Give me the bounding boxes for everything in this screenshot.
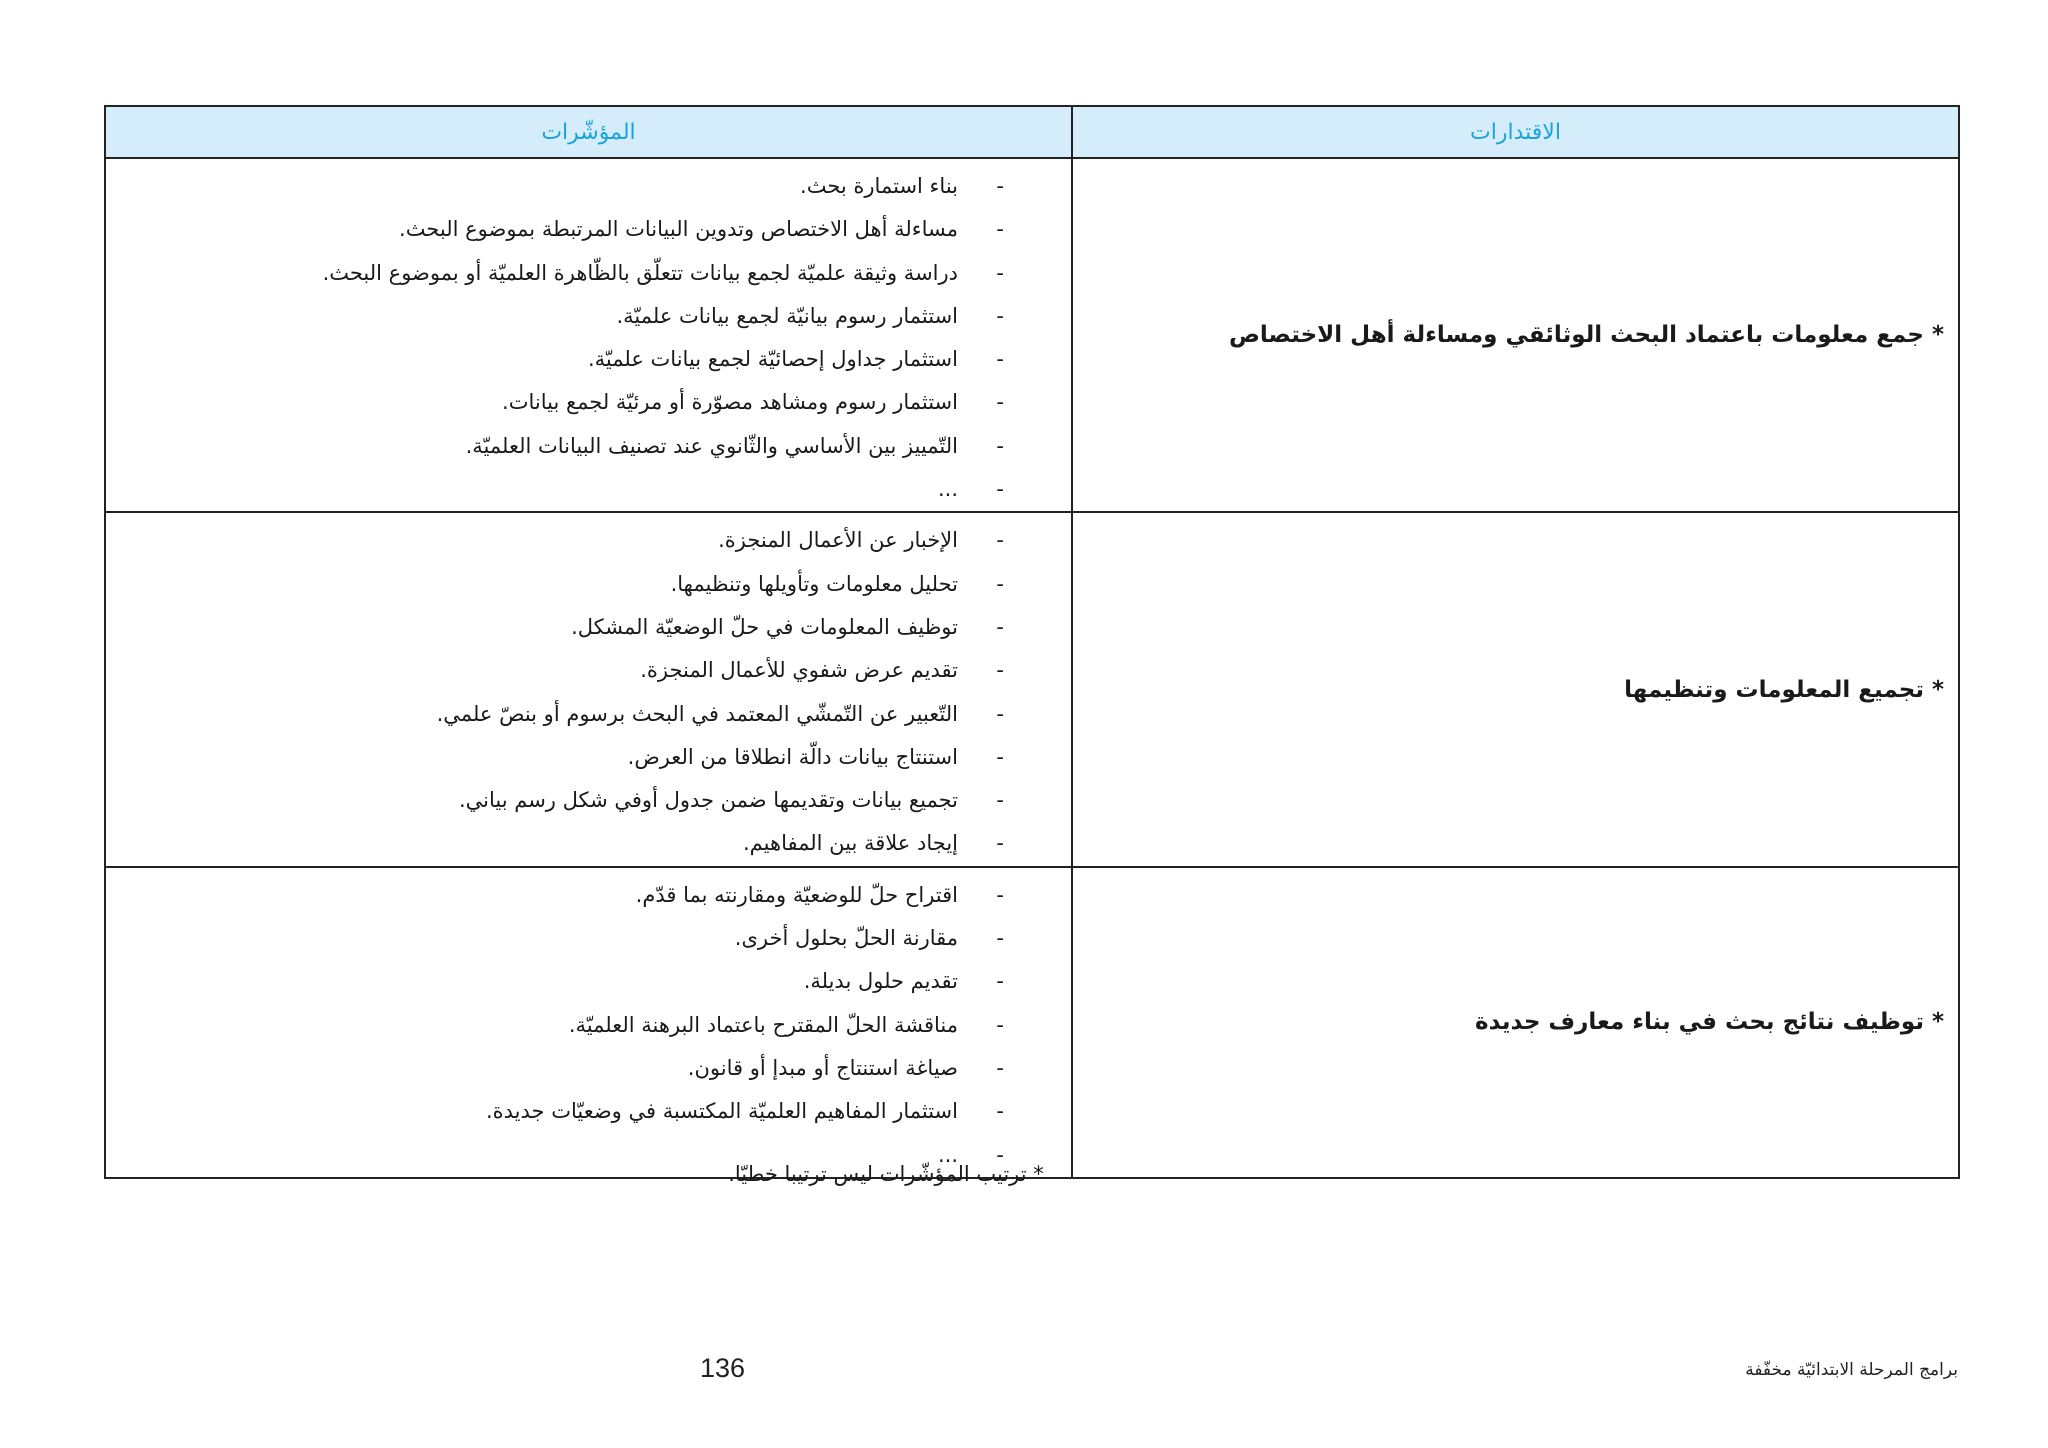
indicator-text: ...: [937, 1142, 958, 1167]
list-item: [106, 649, 1071, 692]
indicator-text: توظيف المعلومات في حلّ الوضعيّة المشكل.: [571, 614, 958, 639]
bullet-dash: -: [996, 831, 1004, 856]
list-item: [106, 874, 1071, 917]
bullet-dash: -: [996, 882, 1004, 907]
skill-cell: * تجميع المعلومات وتنظيمها: [1072, 512, 1959, 866]
indicator-text: استنتاج بيانات دالّة انطلاقا من العرض.: [627, 744, 958, 769]
competencies-table: [104, 105, 1960, 1179]
indicator-text: استثمار المفاهيم العلميّة المكتسبة في وضعيّات جديدة.: [485, 1099, 958, 1124]
bullet-dash: -: [996, 658, 1004, 683]
bullet-dash: -: [996, 788, 1004, 813]
bullet-dash: -: [996, 174, 1004, 198]
list-item: [106, 606, 1071, 649]
list-item: [106, 693, 1071, 736]
list-item: [106, 519, 1071, 562]
footnote: [104, 1162, 1958, 1186]
indicator-list: [106, 159, 1071, 511]
indicator-list: [106, 868, 1071, 1177]
list-item: [106, 252, 1071, 295]
list-item: [106, 1090, 1071, 1133]
list-item: [106, 165, 1071, 208]
bullet-dash: -: [996, 701, 1004, 726]
footnote-text: * ترتيب المؤشّرات ليس ترتيبا خطيّا.: [728, 1162, 1044, 1186]
bullet-dash: -: [996, 926, 1004, 951]
list-item: [106, 425, 1071, 468]
table-row: [105, 158, 1959, 512]
indicator-text: تقديم عرض شفوي للأعمال المنجزة.: [640, 658, 958, 683]
indicators-cell: [105, 158, 1072, 512]
indicator-text: دراسة وثيقة علميّة لجمع بيانات تتعلّق بالظّاهرة العلميّة أو بموضوع البحث.: [322, 260, 958, 285]
bullet-dash: -: [996, 744, 1004, 769]
indicator-text: مناقشة الحلّ المقترح باعتماد البرهنة العلميّة.: [568, 1012, 958, 1037]
list-item: [106, 960, 1071, 1003]
indicators-cell: [105, 512, 1072, 866]
bullet-dash: -: [996, 390, 1004, 415]
bullet-dash: -: [996, 1099, 1004, 1124]
indicators-cell: [105, 867, 1072, 1178]
indicator-text: تجميع بيانات وتقديمها ضمن جدول أوفي شكل رسم بياني.: [458, 788, 958, 813]
list-item: [106, 381, 1071, 424]
indicator-text: صياغة استنتاج أو مبدإ أو قانون.: [687, 1055, 958, 1080]
competencies-table-wrapper: [104, 105, 1958, 1179]
list-item: [106, 295, 1071, 338]
list-item: [106, 208, 1071, 251]
header-indicators: المؤشّرات: [105, 106, 1072, 158]
list-item: [106, 1047, 1071, 1090]
indicator-text: استثمار جداول إحصائيّة لجمع بيانات علميّة.: [587, 347, 958, 372]
indicator-text: التّعبير عن التّمشّي المعتمد في البحث برسوم أو بنصّ علمي.: [436, 701, 958, 726]
list-item: [106, 917, 1071, 960]
bullet-dash: -: [996, 433, 1004, 458]
list-item: [106, 736, 1071, 779]
bullet-dash: -: [996, 1012, 1004, 1037]
indicator-text: تحليل معلومات وتأويلها وتنظيمها.: [670, 571, 958, 596]
running-footer-title: برامج المرحلة الابتدائيّة مخفّفة: [1745, 1360, 1958, 1380]
list-item: [106, 338, 1071, 381]
indicator-text: مقارنة الحلّ بحلول أخرى.: [734, 926, 958, 951]
indicator-text: ...: [937, 477, 958, 502]
indicator-text: الإخبار عن الأعمال المنجزة.: [718, 528, 958, 553]
list-item: [106, 822, 1071, 865]
indicator-text: تقديم حلول بديلة.: [803, 969, 958, 994]
bullet-dash: -: [996, 571, 1004, 596]
table-header-row: [105, 106, 1959, 158]
bullet-dash: -: [996, 969, 1004, 994]
bullet-dash: -: [996, 303, 1004, 328]
table-row: [105, 512, 1959, 866]
bullet-dash: -: [996, 347, 1004, 372]
bullet-dash: -: [996, 1055, 1004, 1080]
skill-cell: * جمع معلومات باعتماد البحث الوثائقي ومساءلة أهل الاختصاص: [1072, 158, 1959, 512]
list-item: [106, 1004, 1071, 1047]
bullet-dash: -: [996, 477, 1004, 502]
indicator-text: مساءلة أهل الاختصاص وتدوين البيانات المرتبطة بموضوع البحث.: [399, 217, 958, 242]
bullet-dash: -: [996, 528, 1004, 553]
indicator-text: إيجاد علاقة بين المفاهيم.: [743, 831, 958, 856]
header-skills: الاقتدارات: [1072, 106, 1959, 158]
bullet-dash: -: [996, 1142, 1004, 1167]
bullet-dash: -: [996, 217, 1004, 242]
list-item: [106, 779, 1071, 822]
indicator-text: اقتراح حلّ للوضعيّة ومقارنته بما قدّم.: [635, 882, 958, 907]
list-item: [106, 563, 1071, 606]
indicator-list: [106, 513, 1071, 865]
indicator-text: استثمار رسوم ومشاهد مصوّرة أو مرئيّة لجمع بيانات.: [502, 390, 958, 415]
list-item: [106, 468, 1071, 511]
table-row: [105, 867, 1959, 1178]
page-number: 136: [700, 1353, 746, 1383]
indicator-text: بناء استمارة بحث.: [800, 174, 958, 198]
indicator-text: استثمار رسوم بيانيّة لجمع بيانات علميّة.: [616, 303, 958, 328]
bullet-dash: -: [996, 260, 1004, 285]
skill-cell: * توظيف نتائج بحث في بناء معارف جديدة: [1072, 867, 1959, 1178]
bullet-dash: -: [996, 614, 1004, 639]
indicator-text: التّمييز بين الأساسي والثّانوي عند تصنيف البيانات العلميّة.: [465, 433, 958, 458]
